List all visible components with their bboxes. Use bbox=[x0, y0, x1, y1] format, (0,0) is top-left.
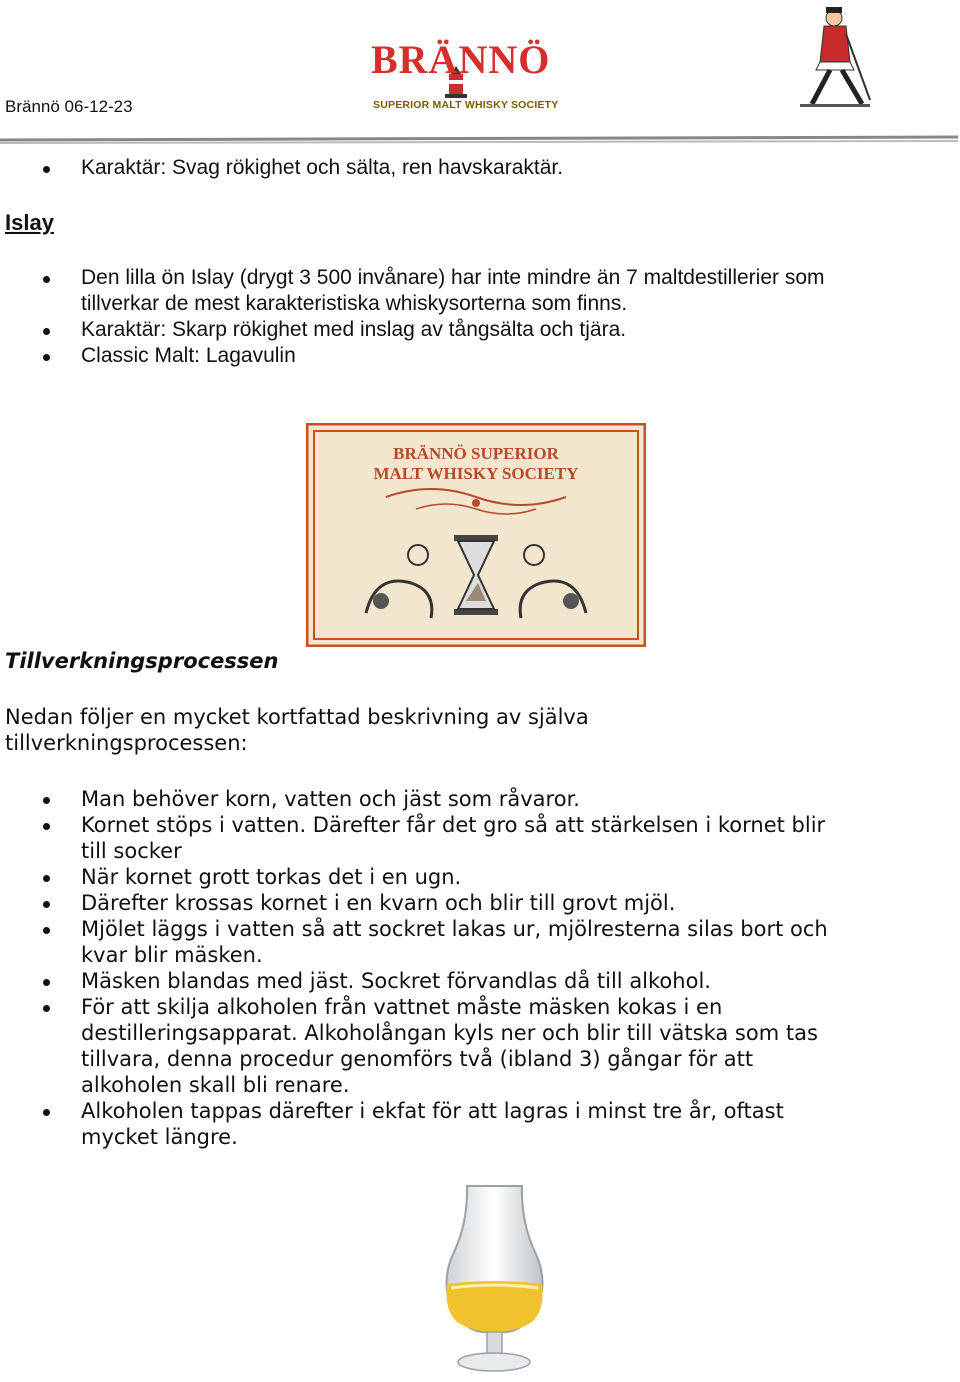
card-line-1: BRÄNNÖ SUPERIOR bbox=[393, 444, 559, 463]
header-divider bbox=[0, 131, 958, 147]
list-item: När kornet grott torkas det i en ugn. bbox=[0, 864, 840, 890]
striding-man-icon bbox=[790, 4, 880, 116]
list-item: Kornet stöps i vatten. Därefter får det gro så att stärkelsen i kornet blir till socker bbox=[0, 812, 840, 864]
top-bullet-list bbox=[0, 155, 900, 181]
list-item: Mäsken blandas med jäst. Sockret förvandlas då till alkohol. bbox=[0, 968, 840, 994]
logo-subtitle: SUPERIOR MALT WHISKY SOCIETY bbox=[373, 99, 559, 111]
logo-title: BRÄNNÖ bbox=[371, 37, 551, 82]
section-heading-islay: Islay bbox=[5, 210, 54, 235]
list-item: Den lilla ön Islay (drygt 3 500 invånare) har inte mindre än 7 maltdestillerier som tillverkar de mest karakteristiska whiskysorterna som finns. bbox=[0, 265, 845, 317]
list-item: Man behöver korn, vatten och jäst som råvaror. bbox=[0, 786, 840, 812]
islay-bullet-list bbox=[0, 265, 845, 369]
list-item: För att skilja alkoholen från vattnet måste mäsken kokas i en destilleringsapparat. Alkoholångan kyls ner och blir till vätska som tas tillvara, denna procedur genomförs två (ibland 3) gångar för att alkoholen skall bli renare. bbox=[0, 994, 840, 1098]
list-item: Karaktär: Skarp rökighet med inslag av tångsälta och tjära. bbox=[0, 317, 845, 343]
header-date: Brännö 06-12-23 bbox=[5, 97, 133, 116]
branno-logo bbox=[365, 28, 559, 120]
card-line-2: MALT WHISKY SOCIETY bbox=[373, 464, 579, 483]
section-heading-process: Tillverkningsprocessen bbox=[5, 649, 279, 673]
list-item: Karaktär: Svag rökighet och sälta, ren havskaraktär. bbox=[0, 155, 900, 181]
list-item: Alkoholen tappas därefter i ekfat för att lagras i minst tre år, oftast mycket längre. bbox=[0, 1098, 840, 1150]
list-item: Classic Malt: Lagavulin bbox=[0, 343, 845, 369]
whisky-glass-image bbox=[437, 1182, 552, 1377]
list-item: Därefter krossas kornet i en kvarn och blir till grovt mjöl. bbox=[0, 890, 840, 916]
process-bullet-list bbox=[0, 786, 840, 1150]
process-intro: Nedan följer en mycket kortfattad beskrivning av själva tillverkningsprocessen: bbox=[5, 705, 589, 755]
list-item: Mjölet läggs i vatten så att sockret lakas ur, mjölresterna silas bort och kvar blir mäsken. bbox=[0, 916, 840, 968]
society-card-image bbox=[306, 423, 646, 647]
